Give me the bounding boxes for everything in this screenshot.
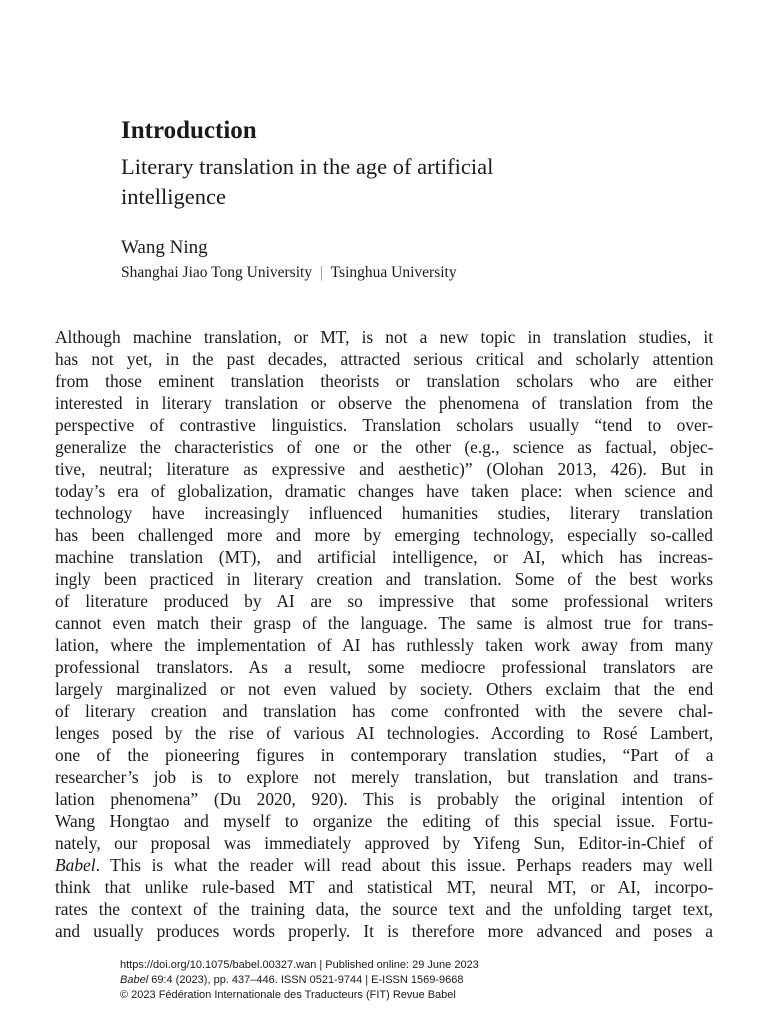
body-line: nately, our proposal was immediately approved by Yifeng Sun, Editor-in-Chief of xyxy=(55,833,713,853)
journal-name: Babel xyxy=(120,974,149,986)
body-line: has been challenged more and more by emerging technology, especially so-called xyxy=(55,525,713,545)
affiliation: Shanghai Jiao Tong University xyxy=(121,264,313,281)
body-line: lenges posed by the rise of various AI technologies. According to Rosé Lambert, xyxy=(55,723,714,743)
body-line: of literature produced by AI are so impressive that some professional writers xyxy=(55,591,713,611)
body-line: of literary creation and translation has come confronted with the severe chal- xyxy=(55,701,713,721)
affiliation-separator: | xyxy=(319,264,324,281)
body-line: think that unlike rule-based MT and statistical MT, neural MT, or AI, incorpo- xyxy=(55,877,714,897)
journal-name-italic: Babel xyxy=(55,855,96,875)
body-line: from those eminent translation theorists or translation scholars who are either xyxy=(55,371,713,391)
affiliation: Tsinghua University xyxy=(330,264,457,281)
body-line: Although machine translation, or MT, is not a new topic in translation studies, it xyxy=(55,327,714,347)
body-text xyxy=(55,326,713,942)
body-line: has not yet, in the past decades, attracted serious critical and scholarly attention xyxy=(55,349,714,369)
body-line: lation phenomena” (Du 2020, 920). This is probably the original intention of xyxy=(55,789,714,809)
body-line: today’s era of globalization, dramatic changes have taken place: when science and xyxy=(55,481,713,501)
body-line: rates the context of the training data, the source text and the unfolding target text, xyxy=(55,899,713,919)
body-line: technology have increasingly influenced humanities studies, literary translation xyxy=(55,503,713,523)
body-line: ingly been practiced in literary creation and translation. Some of the best works xyxy=(55,569,713,589)
doi-line: https://doi.org/10.1075/babel.00327.wan | Published online: 29 June 2023 xyxy=(120,959,479,971)
citation-details: 69:4 (2023), pp. 437–446. ISSN 0521-9744 | E-ISSN 1569-9668 xyxy=(148,974,464,986)
body-line: machine translation (MT), and artificial intelligence, or AI, which has increas- xyxy=(55,547,714,567)
section-label: Introduction xyxy=(121,117,257,144)
body-line: one of the pioneering figures in contemporary translation studies, “Part of a xyxy=(55,745,714,765)
copyright-line: © 2023 Fédération Internationale des Traducteurs (FIT) Revue Babel xyxy=(120,989,456,1001)
body-line: and usually produces words properly. It is therefore more advanced and poses a xyxy=(55,921,713,941)
body-line: tive, neutral; literature as expressive and aesthetic)” (Olohan 2013, 426). But in xyxy=(55,459,714,479)
body-line: cannot even match their grasp of the language. The same is almost true for trans- xyxy=(55,613,714,633)
article-title-line: Literary translation in the age of artificial xyxy=(121,154,494,179)
citation-line xyxy=(120,973,680,988)
author-name: Wang Ning xyxy=(121,237,208,258)
article-title xyxy=(121,152,721,212)
body-line: interested in literary translation or observe the phenomena of translation from the xyxy=(55,393,713,413)
article-title-line: intelligence xyxy=(121,184,226,209)
body-line: Wang Hongtao and myself to organize the editing of this special issue. Fortu- xyxy=(55,811,713,831)
body-line: professional translators. As a result, some mediocre professional translators are xyxy=(55,657,714,677)
body-line: researcher’s job is to explore not merely translation, but translation and trans- xyxy=(55,767,713,787)
body-line: lation, where the implementation of AI has ruthlessly taken work away from many xyxy=(55,635,714,655)
body-line: perspective of contrastive linguistics. Translation scholars usually “tend to over- xyxy=(55,415,713,435)
body-line: generalize the characteristics of one or the other (e.g., science as factual, objec- xyxy=(55,437,714,457)
body-line-rest: . This is what the reader will read about this issue. Perhaps readers may well xyxy=(95,855,713,875)
author-affiliations xyxy=(121,263,721,283)
publication-footer xyxy=(120,958,680,1003)
article-header xyxy=(121,114,721,283)
body-line xyxy=(55,854,713,876)
body-line: largely marginalized or not even valued by society. Others exclaim that the end xyxy=(55,679,714,699)
